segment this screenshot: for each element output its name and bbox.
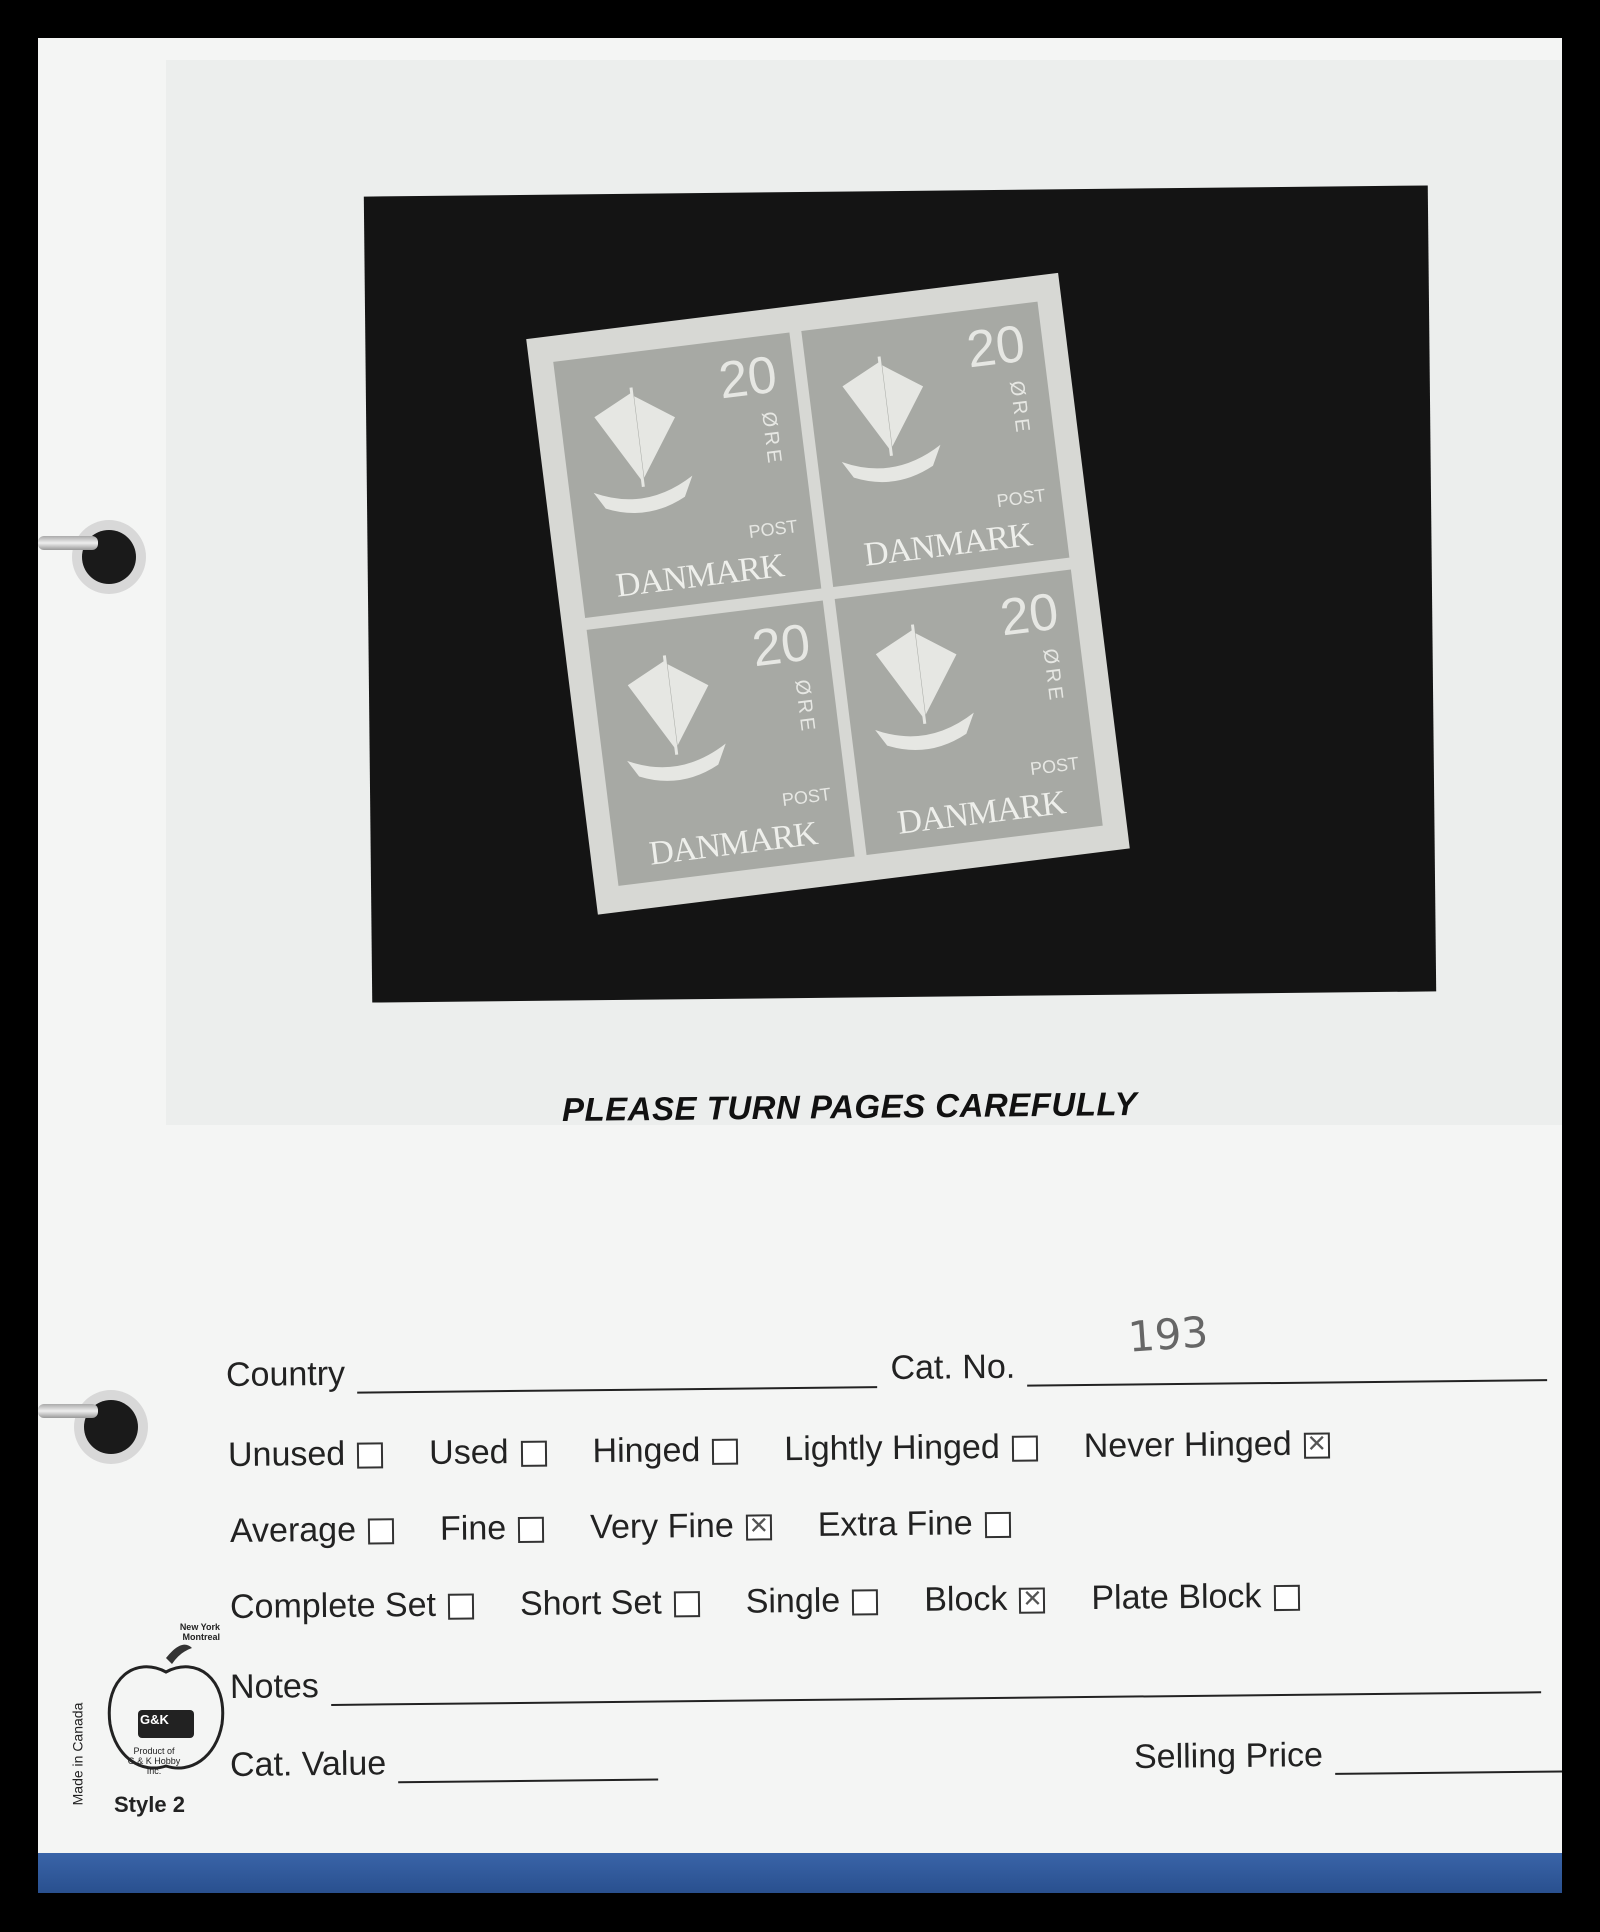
option-label: Block [924, 1579, 1008, 1619]
stamp-value: 20 [963, 314, 1029, 380]
stamp-block-of-four [526, 273, 1130, 915]
option-label: Average [229, 1510, 357, 1550]
ship-icon [852, 612, 990, 776]
binder-ring [38, 536, 98, 550]
option-label: Plate Block [1091, 1577, 1262, 1617]
notes-label: Notes [229, 1667, 320, 1706]
selling-price-row [1134, 1733, 1562, 1777]
stamp-unit: ØRE [757, 410, 786, 469]
stamp-post: POST [1028, 753, 1081, 780]
option-label: Used [428, 1433, 509, 1472]
made-in-label: Made in Canada [69, 1702, 86, 1806]
stamp-unit: ØRE [790, 678, 820, 736]
option-checkbox[interactable] [518, 1517, 544, 1543]
option-label: Short Set [519, 1583, 662, 1623]
option-label: Very Fine [589, 1506, 734, 1547]
option-checkbox[interactable] [1019, 1587, 1045, 1613]
option-checkbox[interactable] [746, 1514, 772, 1540]
stamp [801, 302, 1069, 587]
option-checkbox[interactable] [1012, 1436, 1038, 1462]
stamp-country: DANMARK [613, 547, 786, 605]
notes-field[interactable] [331, 1687, 1541, 1706]
notes-row [230, 1654, 1541, 1707]
cat-value-field[interactable] [398, 1775, 658, 1784]
binder-ring [38, 1404, 98, 1418]
country-field[interactable] [357, 1382, 877, 1393]
option-label: Extra Fine [817, 1504, 973, 1544]
turn-pages-notice: PLEASE TURN PAGES CAREFULLY [561, 1084, 1138, 1129]
cat-no-handwritten: 193 [1126, 1307, 1210, 1362]
ship-icon [819, 344, 957, 508]
stamp-post: POST [995, 485, 1047, 512]
country-row [226, 1342, 1548, 1395]
logo-product: Product of G & K Hobby Inc. [127, 1746, 181, 1776]
option-checkbox[interactable] [357, 1442, 383, 1468]
style-label: Style 2 [114, 1792, 185, 1817]
cat-no-field[interactable] [1027, 1375, 1547, 1386]
grade-row [230, 1503, 1057, 1551]
stamp-unit: ØRE [1005, 379, 1034, 438]
stamp-post: POST [780, 784, 832, 810]
cat-value-row [230, 1742, 659, 1785]
option-label: Lightly Hinged [784, 1427, 1000, 1469]
option-checkbox[interactable] [1304, 1432, 1330, 1458]
option-checkbox[interactable] [852, 1589, 878, 1615]
stamp-country: DANMARK [647, 815, 820, 873]
album-page [38, 38, 1562, 1893]
stamp-value: 20 [996, 582, 1062, 648]
condition-row [228, 1424, 1376, 1475]
stamp-value: 20 [748, 613, 814, 679]
selling-price-field[interactable] [1335, 1766, 1562, 1775]
stamp-value: 20 [715, 345, 781, 411]
ship-icon [571, 375, 709, 539]
option-checkbox[interactable] [448, 1593, 474, 1619]
option-checkbox[interactable] [520, 1441, 546, 1467]
option-label: Unused [227, 1434, 346, 1474]
stamp [587, 600, 855, 885]
stamp-unit: ØRE [1038, 647, 1068, 706]
stamp-post: POST [747, 516, 799, 542]
option-checkbox[interactable] [985, 1512, 1011, 1538]
binder-cover-edge [38, 1853, 1562, 1893]
logo-text: G&K [140, 1712, 169, 1727]
cat-value-label: Cat. Value [229, 1744, 387, 1784]
option-label: Fine [439, 1509, 507, 1548]
black-stamp-mount [364, 185, 1436, 1002]
option-label: Never Hinged [1083, 1424, 1292, 1466]
logo-place: New York Montreal [179, 1622, 220, 1642]
stamp [835, 570, 1103, 855]
option-label: Single [745, 1581, 841, 1621]
stamp-country: DANMARK [895, 784, 1068, 842]
stamp [553, 333, 821, 618]
ship-icon [604, 643, 742, 807]
selling-price-label: Selling Price [1133, 1736, 1324, 1776]
option-checkbox[interactable] [712, 1439, 738, 1465]
option-checkbox[interactable] [1273, 1585, 1299, 1611]
option-checkbox[interactable] [368, 1518, 394, 1544]
stamp-country: DANMARK [861, 516, 1034, 574]
country-label: Country [225, 1354, 346, 1394]
option-label: Hinged [592, 1431, 701, 1471]
option-checkbox[interactable] [674, 1591, 700, 1617]
option-label: Complete Set [229, 1585, 437, 1626]
cat-no-label: Cat. No. [890, 1347, 1016, 1388]
format-row [230, 1576, 1346, 1627]
